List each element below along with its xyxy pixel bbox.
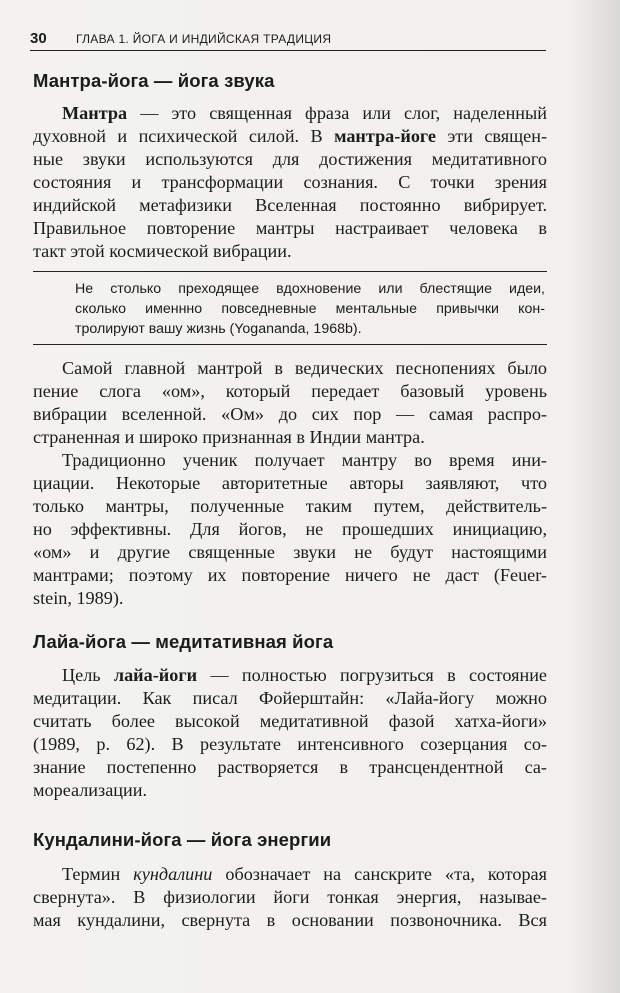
paragraph-line: свернута». В физиологии йоги тонкая энергия, называе-: [33, 887, 547, 907]
paragraph-line: Самой главной мантрой в ведических песнопениях было: [62, 358, 547, 378]
chapter-title: ГЛАВА 1. ЙОГА И ИНДИЙСКАЯ ТРАДИЦИЯ: [76, 32, 332, 46]
quote-line: тролируют вашу жизнь (Yogananda, 1968b).: [75, 321, 362, 337]
paragraph-line: состояния и трансформации сознания. С точки зрения: [33, 172, 547, 192]
section-heading-laya-yoga: Лайа-йога — медитативная йога: [33, 631, 334, 652]
paragraph-line: считать более высокой медитативной фазой хатха-йоги»: [33, 711, 547, 731]
term-kundalini: кундалини: [133, 864, 213, 884]
section-heading-mantra-yoga: Мантра-йога — йога звука: [33, 70, 275, 91]
section-heading-kundalini-yoga: Кундалини-йога — йога энергии: [33, 829, 332, 850]
paragraph-line: Цель лайа-йоги — полностью погрузиться в состояние: [62, 665, 547, 685]
paragraph-line: пение слога «ом», который передает базовый уровень: [33, 381, 547, 401]
paragraph-line: stein, 1989).: [33, 588, 124, 608]
page-number: 30: [30, 30, 47, 47]
quote-line: Не столько преходящее вдохновение или блестящие идеи,: [75, 281, 545, 297]
paragraph-line: знание постепенно растворяется в трансцендентной са-: [33, 757, 547, 777]
paragraph-line: духовной и психической силой. В мантра-йоге эти священ-: [33, 126, 547, 146]
paragraph-line: Традиционно ученик получает мантру во время ини-: [62, 450, 547, 470]
paragraph-line: ные звуки используются для достижения медитативного: [33, 149, 547, 169]
paragraph-line: но эффективны. Для йогов, не прошедших инициацию,: [33, 519, 547, 539]
paragraph-line: циации. Некоторые авторитетные авторы заявляют, что: [33, 473, 547, 493]
quote-line: сколько именнно повседневные ментальные привычки кон-: [75, 301, 545, 317]
paragraph-line: «ом» и другие священные звуки не будут настоящими: [33, 542, 547, 562]
quote-rule-top: [33, 271, 547, 272]
paragraph-line: Мантра — это священная фраза или слог, наделенный: [62, 103, 547, 123]
paragraph-line: страненная и широко признанная в Индии мантра.: [33, 427, 425, 447]
term-mantra: Мантра: [62, 103, 128, 123]
paragraph-line: медитации. Как писал Фойерштайн: «Лайа-йогу можно: [33, 688, 547, 708]
term-mantra-yoga: мантра-йоге: [334, 126, 437, 146]
paragraph-line: мая кундалини, свернута в основании позвоночника. Вся: [33, 910, 547, 930]
running-head: [30, 28, 546, 51]
paragraph-line: вибрации вселенной. «Ом» до сих пор — самая распро-: [33, 404, 547, 424]
paragraph-line: мореализации.: [33, 780, 148, 800]
paragraph-line: такт этой космической вибрации.: [33, 241, 292, 261]
paragraph-line: индийской метафизики Вселенная постоянно вибрирует.: [33, 195, 547, 215]
paragraph-line: только мантры, полученные таким путем, действитель-: [33, 496, 547, 516]
term-laya-yoga: лайа-йоги: [113, 665, 198, 685]
paragraph-line: (1989, р. 62). В результате интенсивного созерцания со-: [33, 734, 547, 754]
quote-rule-bottom: [33, 344, 547, 345]
paragraph-line: мантрами; поэтому их повторение ничего не даст (Feuer-: [33, 565, 547, 585]
paragraph-line: Термин кундалини обозначает на санскрите «та, которая: [62, 864, 547, 884]
paragraph-line: Правильное повторение мантры настраивает человека в: [33, 218, 547, 238]
